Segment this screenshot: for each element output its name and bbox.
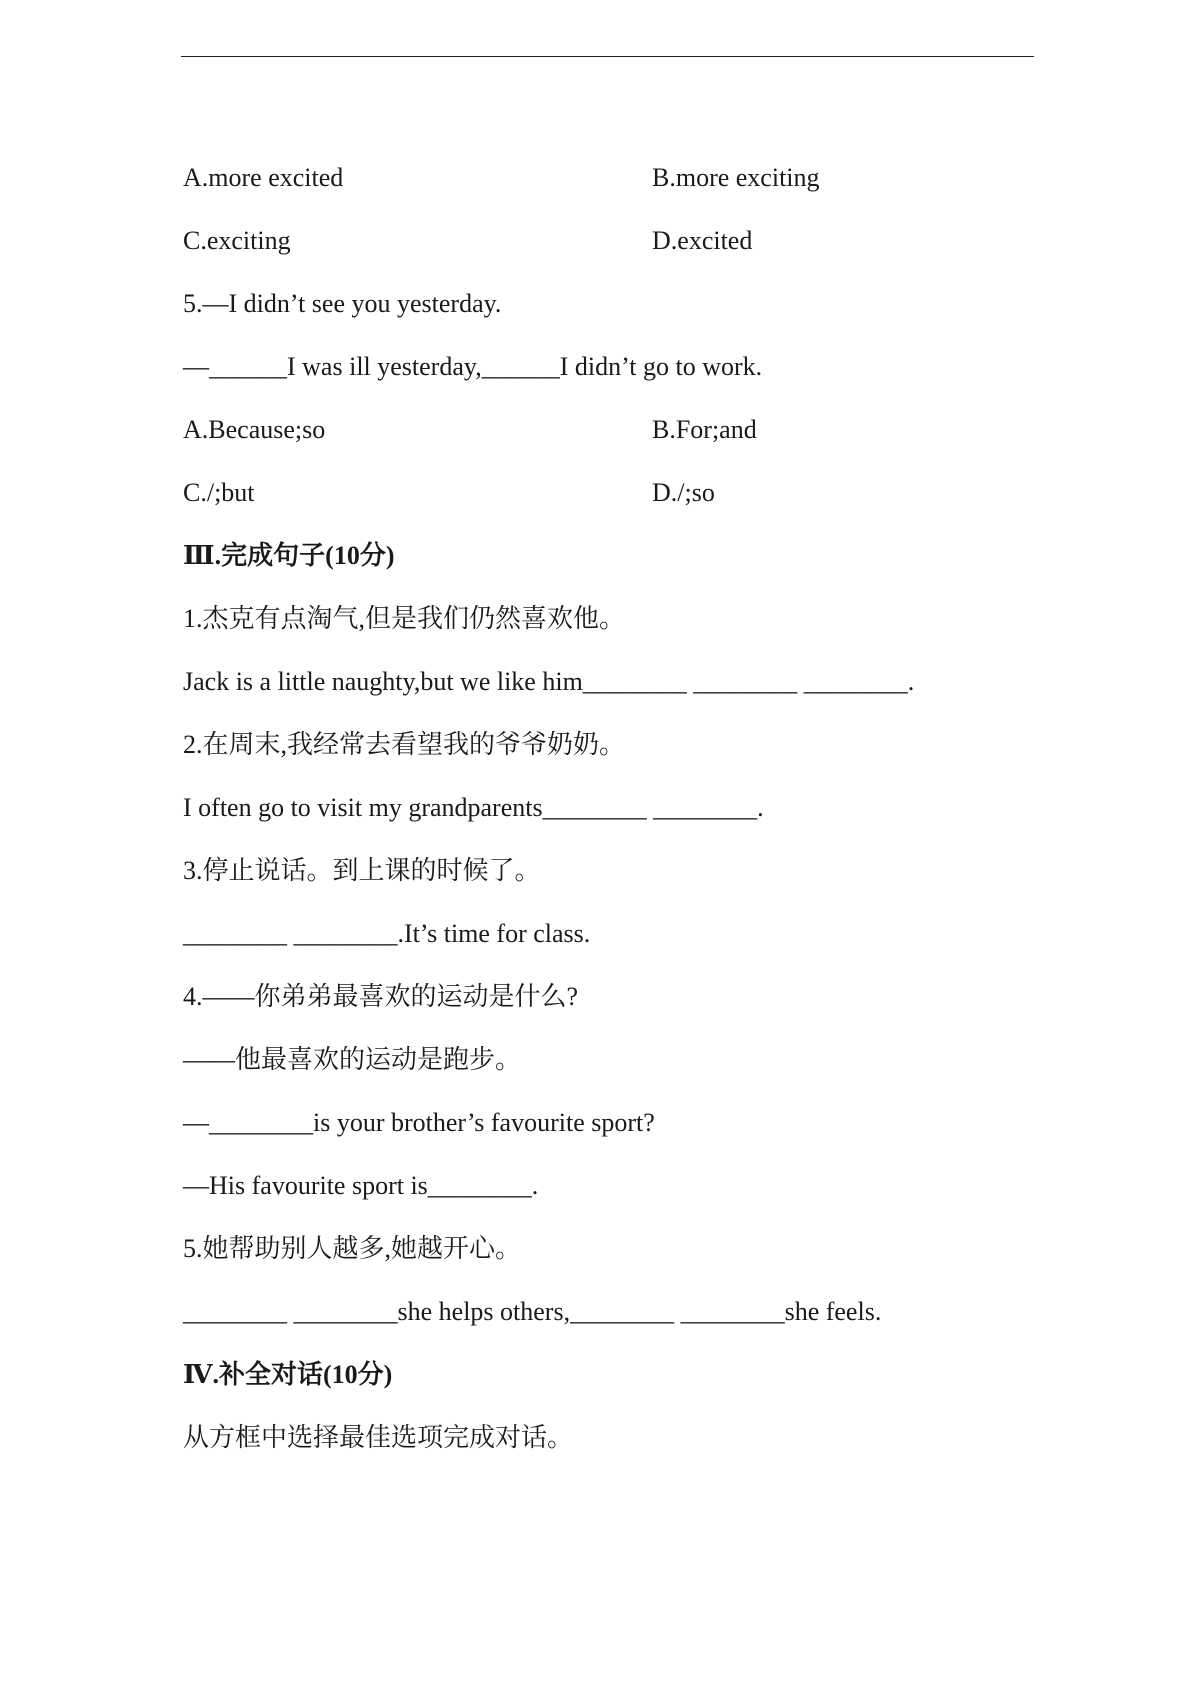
q4-option-a: A.more excited	[183, 163, 344, 192]
section-3-heading: Ⅲ.完成句子(10分)	[183, 541, 395, 570]
s3-item-5-chinese: 5.她帮助别人越多,她越开心。	[183, 1234, 522, 1263]
s3-item-2-english: I often go to visit my grandparents________ ________.	[183, 793, 764, 822]
s3-item-4-english-answer: —His favourite sport is________.	[183, 1171, 539, 1200]
q5-option-a: A.Because;so	[183, 415, 326, 444]
q5-option-c: C./;but	[183, 478, 255, 507]
q5-option-b: B.For;and	[652, 415, 757, 444]
q5-prompt: 5.—I didn’t see you yesterday.	[183, 289, 502, 318]
section-4-instruction: 从方框中选择最佳选项完成对话。	[183, 1423, 574, 1452]
s3-item-3-chinese: 3.停止说话。到上课的时候了。	[183, 856, 541, 885]
s3-item-5-english: ________ ________she helps others,________ ________she feels.	[183, 1297, 882, 1326]
s3-item-2-chinese: 2.在周末,我经常去看望我的爷爷奶奶。	[183, 730, 626, 759]
q4-option-c: C.exciting	[183, 226, 291, 255]
s3-item-1-chinese: 1.杰克有点淘气,但是我们仍然喜欢他。	[183, 604, 626, 633]
s3-item-4-english-question: —________is your brother’s favourite sport?	[183, 1108, 655, 1137]
q5-option-d: D./;so	[652, 478, 715, 507]
s3-item-1-english: Jack is a little naughty,but we like him________ ________ ________.	[183, 667, 915, 696]
q5-response: —______I was ill yesterday,______I didn’t go to work.	[183, 352, 763, 381]
s3-item-3-english: ________ ________.It’s time for class.	[183, 919, 591, 948]
header-rule	[181, 56, 1034, 57]
s3-item-4-chinese-question: 4.——你弟弟最喜欢的运动是什么?	[183, 982, 579, 1011]
q4-option-d: D.excited	[652, 226, 753, 255]
q4-option-b: B.more exciting	[652, 163, 820, 192]
s3-item-4-chinese-answer: ——他最喜欢的运动是跑步。	[183, 1045, 522, 1074]
section-4-heading: Ⅳ.补全对话(10分)	[183, 1360, 393, 1389]
